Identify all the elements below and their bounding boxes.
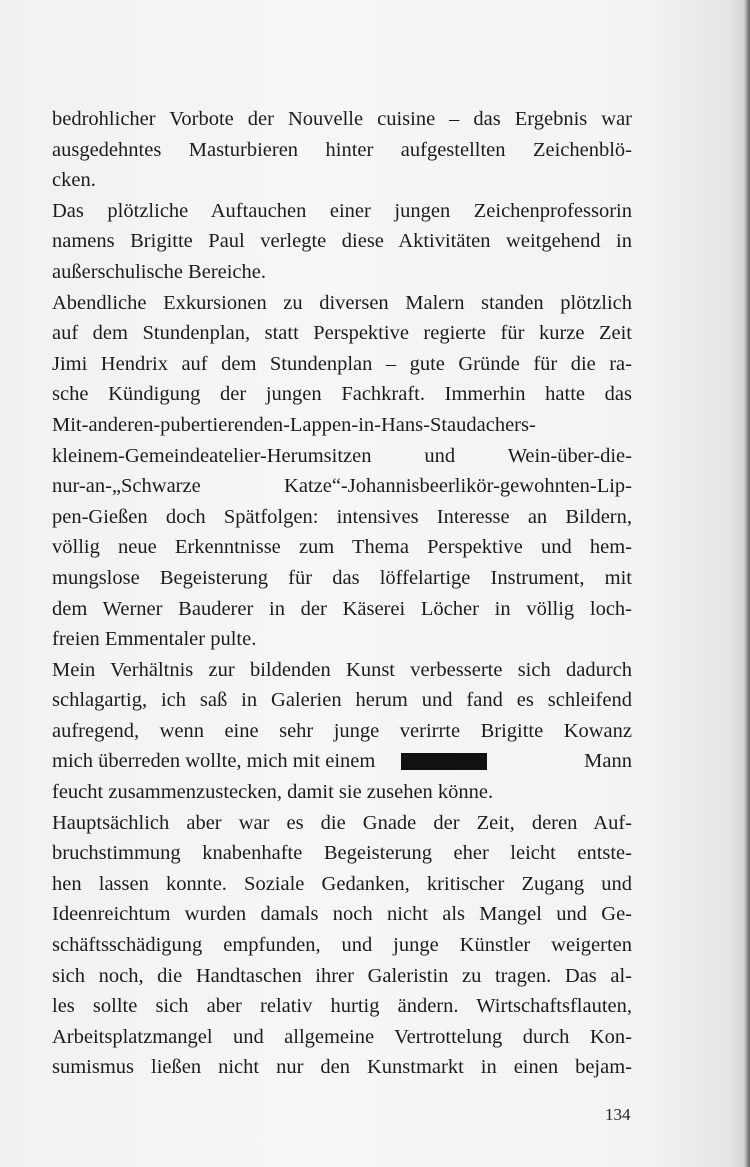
text-line: Jimi Hendrix auf dem Stundenplan – gute Gründe für die ra- <box>52 352 632 375</box>
text-line: feucht zusammenzustecken, damit sie zusehen könne. <box>52 781 494 804</box>
redacted-line-before: mich überreden wollte, mich mit einem <box>52 750 376 773</box>
text-line: auf dem Stundenplan, statt Perspektive regierte für kurze Zeit <box>52 322 632 345</box>
text-line: pen-Gießen doch Spätfolgen: intensives Interesse an Bildern, <box>52 505 632 528</box>
text-line: Das plötzliche Auftauchen einer jungen Zeichenprofessorin <box>52 199 632 222</box>
body-text <box>52 104 632 1083</box>
text-line: kleinem-Gemeindeatelier-Herumsitzen und Wein-über-die- <box>52 444 632 467</box>
text-line: Ideenreichtum wurden damals noch nicht als Mangel und Ge- <box>52 903 632 926</box>
text-line: sich noch, die Handtaschen ihrer Galeristin zu tragen. Das al- <box>52 964 632 987</box>
page-number: 134 <box>605 1105 631 1124</box>
text-line: Hauptsächlich aber war es die Gnade der Zeit, deren Auf- <box>52 811 632 834</box>
text-line: hen lassen konnte. Soziale Gedanken, kritischer Zugang und <box>52 872 632 895</box>
text-line: aufregend, wenn eine sehr junge verirrte Brigitte Kowanz <box>52 719 632 742</box>
text-line: nur-an-„Schwarze Katze“-Johannisbeerlikör-gewohnten-Lip- <box>52 475 632 498</box>
text-line: schlagartig, ich saß in Galerien herum und fand es schleifend <box>52 689 632 712</box>
text-line: schäftsschädigung empfunden, und junge Künstler weigerten <box>52 934 632 957</box>
text-line: les sollte sich aber relativ hurtig ändern. Wirtschaftsflauten, <box>52 995 632 1018</box>
page-edge-shadow <box>744 0 750 1167</box>
text-line: freien Emmentaler pulte. <box>52 628 257 651</box>
text-line: mungslose Begeisterung für das löffelartige Instrument, mit <box>52 566 632 589</box>
redaction-bar <box>401 753 487 770</box>
text-line: Mit-anderen-pubertierenden-Lappen-in-Hans-Staudachers- <box>52 413 536 436</box>
text-line: dem Werner Bauderer in der Käserei Löcher in völlig loch- <box>52 597 632 620</box>
text-line: namens Brigitte Paul verlegte diese Aktivitäten weitgehend in <box>52 230 632 253</box>
redacted-text-line <box>52 746 632 777</box>
text-line: völlig neue Erkenntnisse zum Thema Perspektive und hem- <box>52 536 632 559</box>
text-line: Arbeitsplatzmangel und allgemeine Vertrottelung durch Kon- <box>52 1025 632 1048</box>
redacted-line-after: Mann <box>584 750 632 773</box>
text-line: sumismus ließen nicht nur den Kunstmarkt in einen bejam- <box>52 1056 632 1079</box>
text-line: Mein Verhältnis zur bildenden Kunst verbesserte sich dadurch <box>52 658 632 681</box>
text-line: Abendliche Exkursionen zu diversen Malern standen plötzlich <box>52 291 632 314</box>
text-line: cken. <box>52 169 96 192</box>
text-line: sche Kündigung der jungen Fachkraft. Immerhin hatte das <box>52 383 632 406</box>
text-line: ausgedehntes Masturbieren hinter aufgestellten Zeichenblö- <box>52 138 632 161</box>
text-line: bedrohlicher Vorbote der Nouvelle cuisine – das Ergebnis war <box>52 108 632 130</box>
text-line: außerschulische Bereiche. <box>52 260 267 283</box>
text-line: bruchstimmung knabenhafte Begeisterung eher leicht entste- <box>52 842 632 865</box>
